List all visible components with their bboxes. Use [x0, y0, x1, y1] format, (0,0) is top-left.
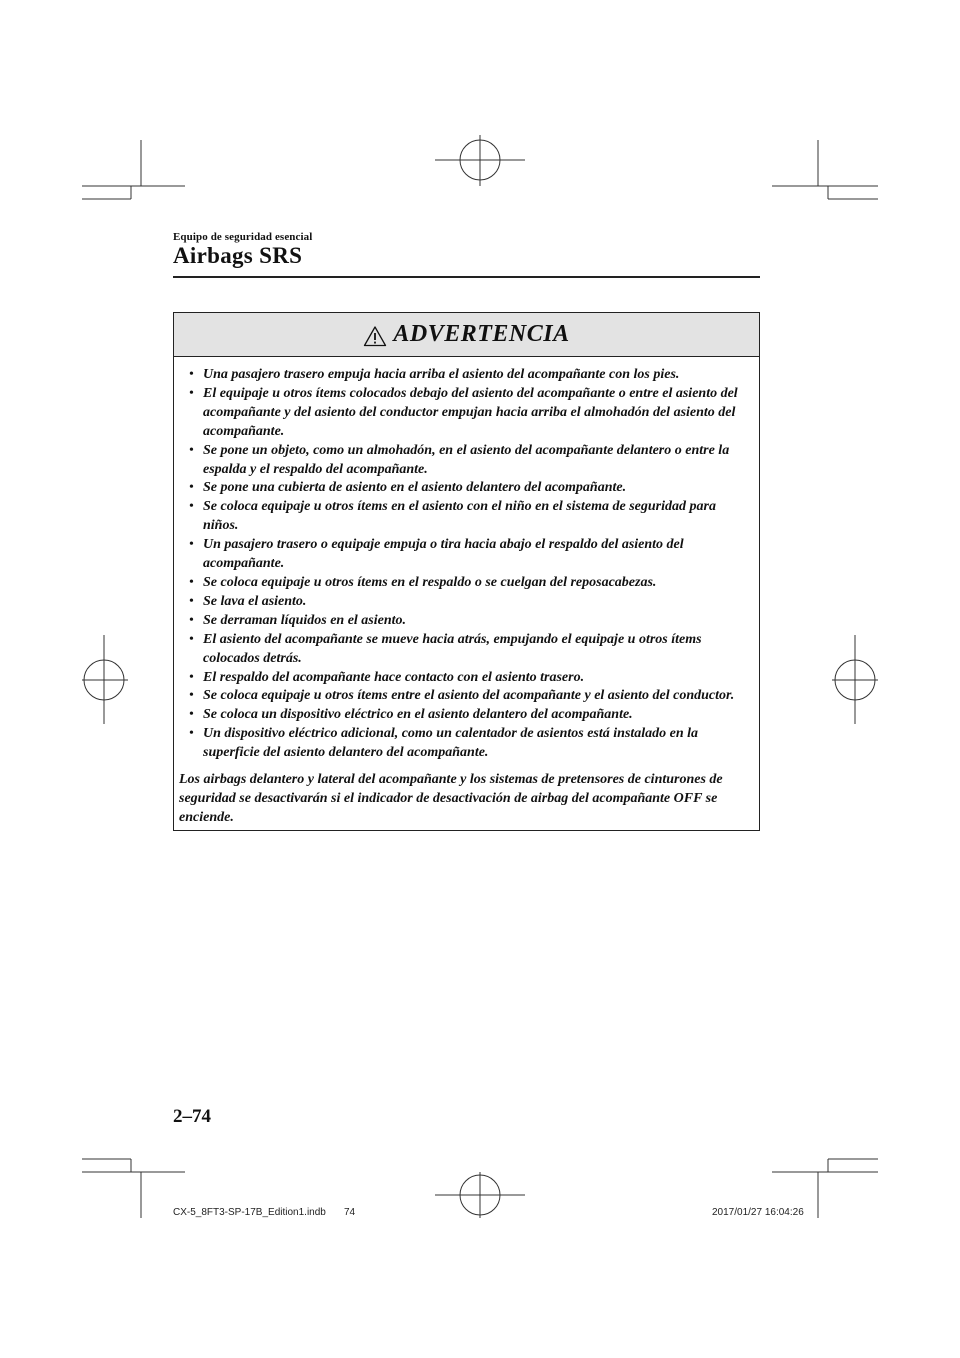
list-item: • Se coloca equipaje u otros ítems en el asiento con el niño en el sistema de seguridad para niños.: [189, 499, 716, 534]
registration-mark-top: [435, 135, 525, 186]
crop-mark-bottom-left: [82, 1159, 185, 1218]
crop-mark-top-left: [82, 140, 185, 199]
list-item: • Se pone un objeto, como un almohadón, en el asiento del acompañante delantero o entre la espalda y el respaldo del acompañante.: [189, 442, 730, 477]
list-item: • Un pasajero trasero o equipaje empuja o tira hacia abajo el respaldo del asiento del acompañante.: [189, 537, 684, 572]
list-item: • Una pasajero trasero empuja hacia arriba el asiento del acompañante con los pies.: [189, 367, 680, 382]
list-item-text: Se lava el asiento.: [203, 593, 307, 609]
list-item-text: Se pone una cubierta de asiento en el asiento delantero del acompañante.: [203, 480, 627, 496]
list-item-text: Se coloca equipaje u otros ítems en el asiento con el niño en el sistema de seguridad para niños.: [203, 499, 716, 534]
warning-list: [174, 357, 759, 763]
list-item: • El equipaje u otros ítems colocados debajo del asiento del acompañante o entre el asiento del acompañante y del asiento del conductor empujan hacia arriba el almohadón del asiento del acompañante.: [189, 385, 738, 439]
warning-title: ADVERTENCIA: [393, 321, 570, 347]
list-item-text: El respaldo del acompañante hace contacto con el asiento trasero.: [203, 669, 585, 685]
list-item: • Se coloca un dispositivo eléctrico en el asiento delantero del acompañante.: [189, 707, 633, 723]
registration-mark-bottom: [435, 1172, 525, 1218]
slug-timestamp: 2017/01/27 16:04:26: [712, 1207, 804, 1218]
warning-triangle-icon: [363, 325, 387, 347]
list-item: • Se derraman líquidos en el asiento.: [189, 612, 407, 628]
list-item: • Un dispositivo eléctrico adicional, como un calentador de asientos está instalado en la superficie del asiento delantero del acompañante.: [189, 726, 699, 761]
registration-mark-right: [832, 635, 878, 724]
list-item-text: El asiento del acompañante se mueve hacia atrás, empujando el equipaje u otros ítems colocados detrás.: [203, 631, 702, 666]
list-item: • El respaldo del acompañante hace contacto con el asiento trasero.: [189, 669, 585, 685]
list-item: • Se pone una cubierta de asiento en el asiento delantero del acompañante.: [189, 480, 627, 496]
list-item-text: Un dispositivo eléctrico adicional, como un calentador de asientos está instalado en la superficie del asiento delantero del acompañante.: [203, 726, 699, 761]
list-item: • El asiento del acompañante se mueve hacia atrás, empujando el equipaje u otros ítems colocados detrás.: [189, 631, 702, 666]
warning-header: [174, 313, 759, 357]
list-item-text: Se derraman líquidos en el asiento.: [203, 612, 407, 628]
list-item: • Se lava el asiento.: [189, 593, 307, 609]
title-divider: [173, 276, 760, 278]
warning-note: Los airbags delantero y lateral del acompañante y los sistemas de pretensores de cinturones de seguridad se desactivarán si el indicador de desactivación de airbag del acompañante OFF se enciende.: [179, 772, 723, 825]
slug-filename: CX-5_8FT3-SP-17B_Edition1.indb: [173, 1207, 326, 1218]
list-item: • Se coloca equipaje u otros ítems en el respaldo o se cuelgan del reposacabezas.: [189, 574, 657, 590]
crop-mark-top-right: [772, 140, 878, 199]
list-item-text: Se pone un objeto, como un almohadón, en el asiento del acompañante delantero o entre la espalda y el respaldo del acompañante.: [203, 442, 730, 477]
slug-page: 74: [344, 1207, 356, 1218]
warning-box: [173, 312, 760, 831]
list-item-text: Se coloca equipaje u otros ítems entre el asiento del acompañante y el asiento del conductor.: [203, 688, 735, 704]
list-item: • Se coloca equipaje u otros ítems entre el asiento del acompañante y el asiento del conductor.: [189, 688, 735, 704]
list-item-text: Una pasajero trasero empuja hacia arriba el asiento del acompañante con los pies.: [203, 367, 680, 382]
list-item-text: Un pasajero trasero o equipaje empuja o tira hacia abajo el respaldo del asiento del acompañante.: [203, 537, 684, 572]
list-item-text: El equipaje u otros ítems colocados debajo del asiento del acompañante o entre el asiento del acompañante y del asiento del conductor empujan hacia arriba el almohadón del asiento del acompañante.: [203, 385, 738, 439]
section-label: Equipo de seguridad esencial: [173, 231, 313, 243]
list-item-text: Se coloca equipaje u otros ítems en el respaldo o se cuelgan del reposacabezas.: [203, 574, 657, 590]
page-number: 2–74: [173, 1106, 211, 1127]
list-item-text: Se coloca un dispositivo eléctrico en el asiento delantero del acompañante.: [203, 707, 633, 723]
chapter-title: Airbags SRS: [173, 243, 303, 268]
registration-mark-left: [82, 635, 128, 724]
